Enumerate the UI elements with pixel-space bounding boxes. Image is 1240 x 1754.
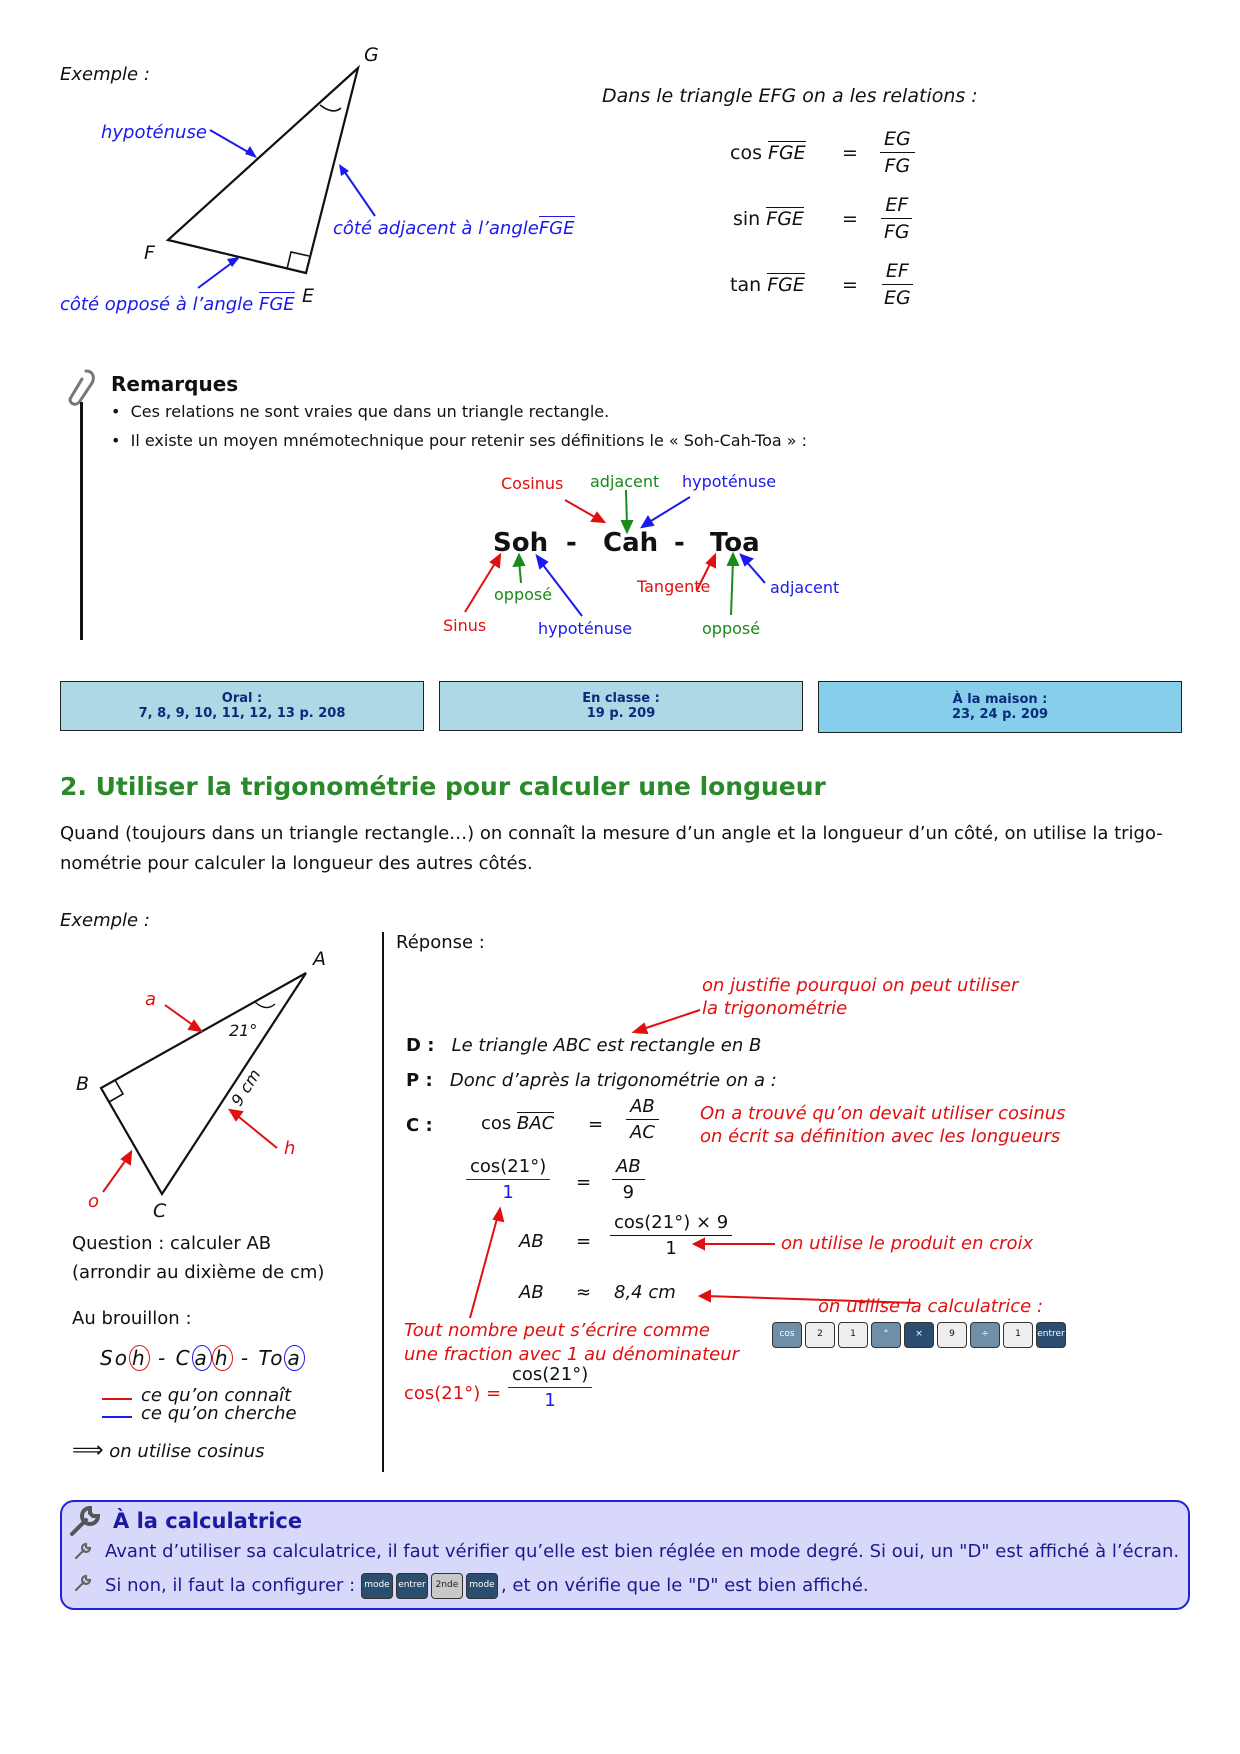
frac-note-2: une fraction avec 1 au dénominateur [404,1344,740,1365]
mnemonic-dash-1: - [566,528,577,558]
key-1b[interactable]: 1 [1003,1322,1033,1348]
key-9[interactable]: 9 [937,1322,967,1348]
c-cos: cos BAC [481,1113,555,1134]
key-enter[interactable]: entrer [1036,1322,1066,1348]
key-mode-2[interactable]: mode [466,1573,498,1599]
step2-left: $\frac{\cos(21^\circ)}{1}$ [466,1156,550,1203]
step2-right: $\frac{AB}{9}$ [612,1156,645,1203]
key-entrer[interactable]: entrer [396,1573,428,1599]
mnemonic-dash-2: - [674,528,685,558]
opposite-side-label: côté opposé à l’angle FGE [60,294,295,315]
key-times[interactable]: × [904,1322,934,1348]
mnemonic-soh: Soh [493,528,549,558]
hypotenuse-label: hypoténuse [101,122,207,143]
d-line: D : Le triangle ABC est rectangle en B [406,1035,762,1056]
key-divide[interactable]: ÷ [970,1322,1000,1348]
answer-label: Réponse : [396,932,485,953]
example-label: Exemple : [60,64,150,85]
justify-note-2: la trigonométrie [702,998,848,1019]
example-2-label: Exemple : [60,910,150,931]
key-2[interactable]: 2 [805,1322,835,1348]
question-line-1: Question : calculer AB [72,1233,272,1254]
key-mode-1[interactable]: mode [361,1573,393,1599]
vertex-b: B [76,1073,90,1095]
step2-equals: = [576,1172,592,1193]
remark-item-2: • Il existe un moyen mnémotechnique pour retenir ses définitions le « Soh-Cah-Toa » : [111,431,808,450]
frac-note-left: cos(21°) = [404,1383,502,1404]
c-equals: = [588,1114,604,1135]
frac-note-fraction: $\frac{\cos(21^\circ)}{1}$ [508,1364,592,1411]
vertex-g: G [364,44,379,66]
vertex-c: C [153,1200,167,1222]
remark-item-1: • Ces relations ne sont vraies que dans un triangle rectangle. [111,402,610,421]
section-2-intro-line-2: nométrie pour calculer la longueur des autres côtés. [60,853,533,874]
legend-known: ce qu’on connaît [141,1385,292,1406]
mnemonic-oppose-2: opposé [702,619,761,638]
key-1[interactable]: 1 [838,1322,868,1348]
justify-note-1: on justifie pourquoi on peut utiliser [702,975,1019,996]
exercise-box-oral: Oral : 7, 8, 9, 10, 11, 12, 13 p. 208 [60,681,424,731]
cos-note-2: on écrit sa définition avec les longueurs [700,1126,1061,1147]
remarks-title: Remarques [111,372,239,396]
section-2-intro-line-1: Quand (toujours dans un triangle rectangle…) on connaît la mesure d’un angle et la longueur d’un côté, on utilise la trigo- [60,823,1163,844]
step3-left: AB [519,1231,544,1252]
exercise-box-classe: En classe : 19 p. 209 [439,681,803,731]
frac-note-1: Tout nombre peut s’écrire comme [404,1320,710,1341]
c-fraction: $\frac{AB}{AC}$ [626,1096,659,1143]
vertex-f: F [144,242,155,264]
calculator-line-2: Si non, il faut la configurer : mode entrer 2nde mode , et on vérifie que le "D" est bien affiché. [105,1573,869,1599]
step3-right: $\frac{\cos(21^\circ) \times 9}{1}$ [610,1212,732,1259]
wrench-icon [66,1502,104,1540]
small-wrench-icon-2 [73,1573,93,1593]
c-label: C : [406,1115,433,1136]
step4-left: AB [519,1282,544,1303]
mnemonic-cosinus: Cosinus [501,474,564,493]
p-line: P : Donc d’après la trigonométrie on a : [406,1070,777,1091]
vertex-e: E [302,285,315,307]
key-cos[interactable]: cos [772,1322,802,1348]
legend-searched: ce qu’on cherche [141,1403,297,1424]
relation-cos: cos FGE = $\frac{EG}{FG}$ [730,128,920,177]
mnemonic-adjacent-1: adjacent [590,472,660,491]
mnemonic-hypotenuse-1: hypoténuse [682,472,777,491]
mnemonic-cah: Cah [603,528,659,558]
label-h: h [284,1138,296,1159]
calc-note: on utilise la calculatrice : [818,1296,1044,1317]
mnemonic-oppose-1: opposé [494,585,553,604]
soh-cah-toa-draft: So h - C a h - To a [100,1346,305,1370]
side-ac-label: 9 cm [227,1065,265,1110]
mnemonic-toa: Toa [710,528,760,558]
relation-sin: sin FGE = $\frac{EF}{FG}$ [733,194,923,243]
section-2-title: 2. Utiliser la trigonométrie pour calculer une longueur [60,772,826,801]
relation-tan: tan FGE = $\frac{EF}{EG}$ [730,260,920,309]
mnemonic-hypotenuse-2: hypoténuse [538,619,633,638]
exercise-box-maison: À la maison : 23, 24 p. 209 [818,681,1182,733]
brouillon-label: Au brouillon : [72,1308,192,1329]
calc-key-sequence [772,1322,1069,1348]
adjacent-side-label: côté adjacent à l’angleFGE [333,218,575,239]
conclusion: ⟹ on utilise cosinus [72,1438,265,1463]
calculator-line-1: Avant d’utiliser sa calculatrice, il faut vérifier qu’elle est bien réglée en mode degré. Si oui, un "D" est affiché à l’écran. [105,1541,1180,1562]
key-2nde[interactable]: 2nde [431,1573,463,1599]
label-a: a [145,989,157,1010]
cos-note-1: On a trouvé qu’on devait utiliser cosinus [700,1103,1066,1124]
step4-right: 8,4 cm [614,1282,676,1303]
key-degree[interactable]: ° [871,1322,901,1348]
question-line-2: (arrondir au dixième de cm) [72,1262,325,1283]
cross-note: on utilise le produit en croix [781,1233,1034,1254]
step3-equals: = [576,1231,592,1252]
mnemonic-sinus: Sinus [443,616,487,635]
small-wrench-icon-1 [73,1541,93,1561]
label-o: o [88,1191,100,1212]
mnemonic-adjacent-2: adjacent [770,578,840,597]
mnemonic-tangente: Tangente [637,577,711,596]
angle-a-label: 21° [229,1021,258,1040]
relations-intro: Dans le triangle EFG on a les relations : [602,85,978,107]
vertex-a: A [313,948,326,970]
step4-approx: ≈ [576,1282,592,1303]
calculator-title: À la calculatrice [113,1509,303,1533]
